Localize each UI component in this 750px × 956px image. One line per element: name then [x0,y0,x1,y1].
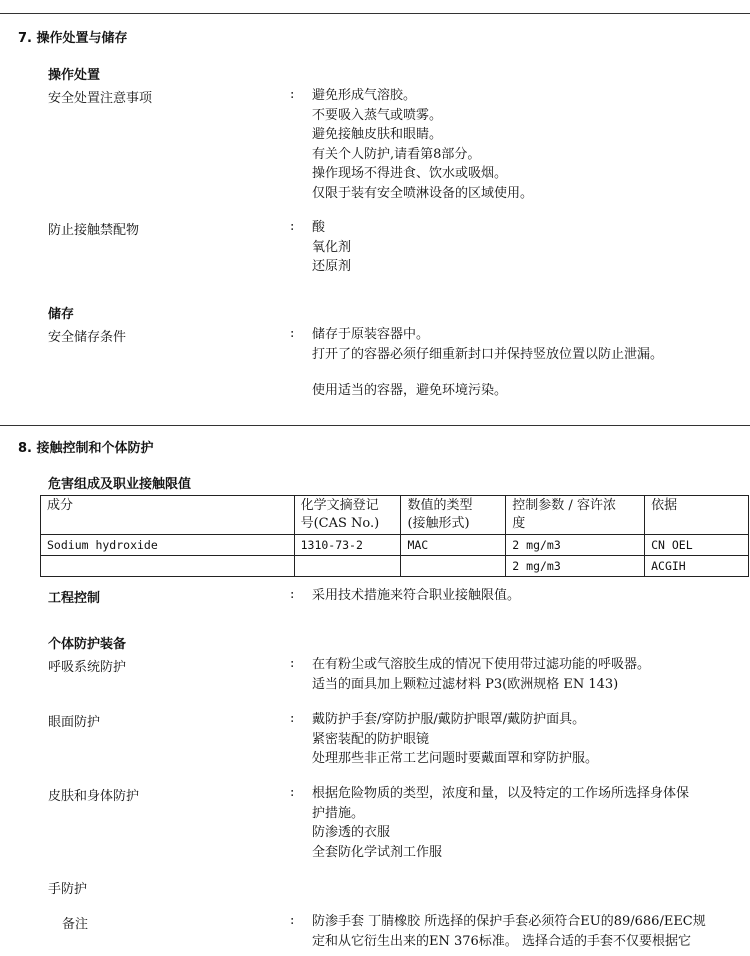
hand-protection-label: 手防护 [48,882,88,897]
storage-title: 储存 [48,307,75,322]
text-line: 还原剂 [312,259,352,274]
table-header-row [41,496,749,535]
colon: : [290,913,295,928]
text-line: 全套防化学试剂工作服 [312,844,443,860]
skin-protection-label: 皮肤和身体防护 [48,789,140,804]
colon: : [290,326,295,341]
handling-title: 操作处置 [48,68,101,83]
eye-protection-label: 眼面防护 [48,715,101,730]
exposure-limits-table [40,495,749,577]
text-line: 氧化剂 [312,239,352,255]
table-cell: ACGIH [645,556,749,577]
incompatibles-text [312,218,351,277]
text-line: 根据危险物质的类型，浓度和量，以及特定的工作场所选择身体保 [312,786,690,801]
storage-extra-text [312,381,507,401]
engineering-controls-text [312,586,520,606]
table-row [41,556,749,577]
table-cell [294,556,401,577]
text-line: 在有粉尘或气溶胶生成的情况下使用带过滤功能的呼吸器。 [312,657,651,672]
section-7-title: 7. 操作处置与储存 [18,31,128,46]
header-cell: 成分 [41,496,295,535]
colon: : [290,656,295,671]
text-line: 采用技术措施来符合职业接触限值。 [312,588,521,603]
table-cell: CN OEL [645,535,749,556]
text-line: 酸 [312,220,326,235]
text-line: 仅限于装有安全喷淋设备的区域使用。 [312,185,534,201]
text-line: 打开了的容器必须仔细重新封口并保持竖放位置以防止泄漏。 [312,346,664,362]
top-rule [0,13,750,14]
storage-label: 安全储存条件 [48,330,127,345]
text-line: 戴防护手套/穿防护服/戴防护眼罩/戴防护面具。 [312,712,586,727]
colon: : [290,785,295,800]
text-line: 避免接触皮肤和眼睛。 [312,127,443,142]
table-cell: Sodium hydroxide [41,535,295,556]
incompatibles-label: 防止接触禁配物 [48,223,140,238]
respiratory-label: 呼吸系统防护 [48,660,127,675]
text-line: 处理那些非正常工艺问题时要戴面罩和穿防护服。 [312,751,599,766]
section-8-rule [0,425,750,426]
table-cell [41,556,295,577]
text-line: 有关个人防护,请看第8部分。 [312,146,481,162]
header-cell: 化学文摘登记 号(CAS No.) [294,496,401,535]
table-row [41,535,749,556]
text-line: 储存于原装容器中。 [312,327,430,342]
storage-text [312,325,663,364]
remark-text [312,912,706,951]
colon: : [290,87,295,102]
skin-protection-text [312,784,689,862]
colon: : [290,587,295,602]
text-line: 定和从它衍生出来的EN 376标准。 选择合适的手套不仅要根据它 [312,933,691,949]
text-line: 不要吸入蒸气或喷雾。 [312,107,443,123]
header-cell: 数值的类型 (接触形式) [401,496,506,535]
safe-handling-text [312,86,533,203]
text-line: 适当的面具加上颗粒过滤材料 P3(欧洲规格 EN 143) [312,676,619,692]
text-line: 护措施。 [312,805,365,821]
text-line: 防渗手套 丁腈橡胶 所选择的保护手套必须符合EU的89/686/EEC规 [312,914,706,929]
safe-handling-label: 安全处置注意事项 [48,91,153,106]
text-line: 避免形成气溶胶。 [312,88,417,103]
colon: : [290,711,295,726]
text-line: 使用适当的容器，避免环境污染。 [312,383,508,398]
table-cell: 1310-73-2 [294,535,401,556]
eye-protection-text [312,710,598,769]
table-cell: 2 mg/m3 [506,535,645,556]
header-cell: 控制参数 / 容许浓 度 [506,496,645,535]
text-line: 操作现场不得进食、饮水或吸烟。 [312,166,508,181]
section-8-title: 8. 接触控制和个体防护 [18,441,154,456]
limits-title: 危害组成及职业接触限值 [48,477,192,492]
text-line: 防渗透的衣服 [312,825,391,840]
engineering-controls-title: 工程控制 [48,591,101,606]
text-line: 紧密装配的防护眼镜 [312,731,430,747]
table-cell: 2 mg/m3 [506,556,645,577]
respiratory-text [312,655,650,694]
table-cell: MAC [401,535,506,556]
colon: : [290,219,295,234]
ppe-title: 个体防护装备 [48,637,127,652]
header-cell: 依据 [645,496,749,535]
table-cell [401,556,506,577]
remark-label: 备注 [62,917,89,932]
